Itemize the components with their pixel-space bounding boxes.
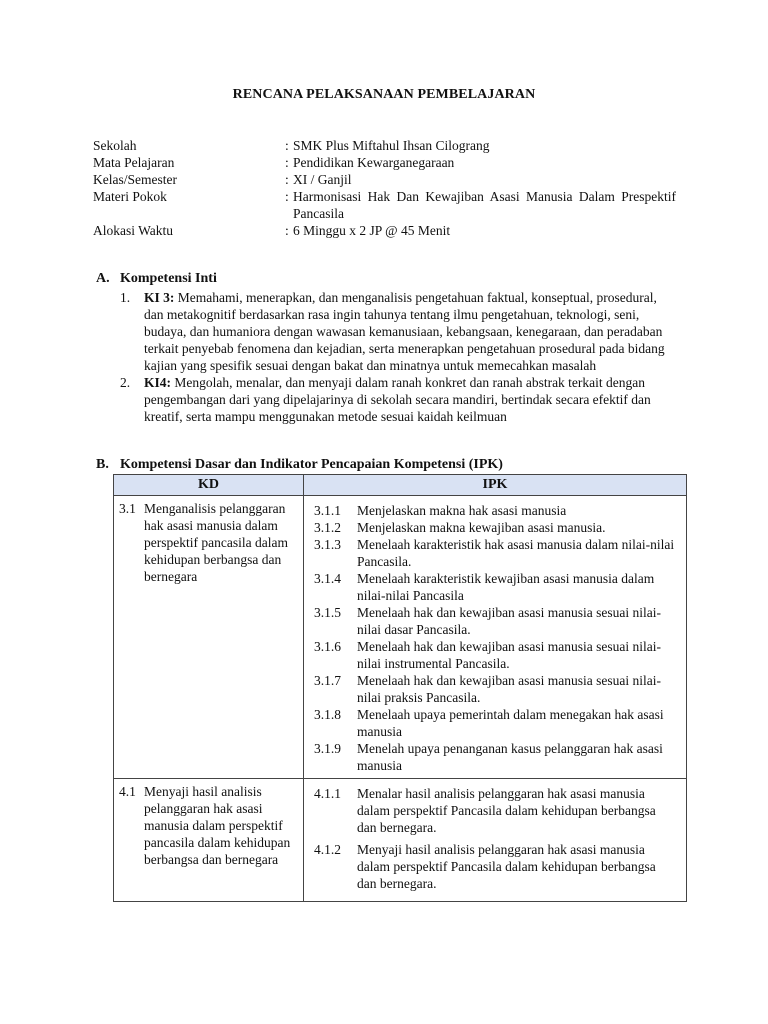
- ipk-text: Menalar hasil analisis pelanggaran hak asasi manusia dalam perspektif Pancasila dalam kehidupan berbangsa dan bernegara.: [357, 786, 656, 835]
- ipk-code: 4.1.1: [314, 786, 341, 801]
- ipk-item: [314, 570, 676, 604]
- ipk-item: [314, 519, 676, 536]
- info-row-kelas-semester: [93, 171, 693, 188]
- ipk-cell: [304, 496, 687, 779]
- ipk-text: Menelaah upaya pemerintah dalam menegakan hak asasi manusia: [357, 707, 664, 739]
- section-letter: A.: [96, 271, 110, 286]
- info-value: 6 Minggu x 2 JP @ 45 Menit: [293, 223, 451, 238]
- ipk-text: Menelaah karakteristik kewajiban asasi manusia dalam nilai-nilai Pancasila: [357, 571, 655, 603]
- kd-code: 3.1: [119, 501, 136, 516]
- ipk-item: [314, 785, 676, 836]
- ipk-code: 3.1.9: [314, 741, 341, 756]
- kd-entry: [119, 783, 299, 868]
- info-colon: :: [285, 172, 289, 187]
- ipk-item: [314, 841, 676, 892]
- ipk-code: 3.1.2: [314, 520, 341, 535]
- ipk-item: [314, 536, 676, 570]
- ki-list: [120, 289, 675, 425]
- info-colon: :: [285, 223, 289, 238]
- document-title: RENCANA PELAKSANAAN PEMBELAJARAN: [232, 87, 536, 102]
- table-row: [114, 779, 687, 902]
- section-letter: B.: [96, 457, 109, 472]
- info-colon: :: [285, 189, 289, 204]
- info-colon: :: [285, 155, 289, 170]
- ipk-text: Menyaji hasil analisis pelanggaran hak asasi manusia dalam perspektif Pancasila dalam kehidupan berbangsa dan bernegara.: [357, 842, 656, 891]
- info-value: XI / Ganjil: [293, 172, 352, 187]
- ipk-text: Menelaah karakteristik hak asasi manusia dalam nilai-nilai Pancasila.: [357, 537, 675, 569]
- info-colon: :: [285, 138, 289, 153]
- section-a-heading: [96, 271, 217, 287]
- list-item: [120, 289, 675, 374]
- list-number: 1.: [120, 290, 131, 305]
- ipk-code: 3.1.1: [314, 503, 341, 518]
- ipk-item: [314, 638, 676, 672]
- column-header-kd: KD: [114, 475, 304, 496]
- ipk-code: 3.1.3: [314, 537, 341, 552]
- ipk-code: 3.1.7: [314, 673, 341, 688]
- kd-entry: [119, 500, 299, 585]
- info-label: Sekolah: [93, 138, 137, 153]
- ipk-item: [314, 740, 676, 774]
- info-label: Mata Pelajaran: [93, 155, 175, 170]
- ki-text: Memahami, menerapkan, dan menganalisis pengetahuan faktual, konseptual, prosedural, dan metakognitif berdasarkan rasa ingin tahunya tentang ilmu pengetahuan, teknologi, seni, budaya, dan humaniora dengan wawasan kemanusiaan, kebangsaan, kenegaraan, dan peradaban terkait penyebab fenomena dan kejadian, serta menerapkan pengetahuan prosedural pada bidang kajian yang spesifik sesuai dengan bakat dan minatnya untuk memecahkan masalah: [144, 290, 665, 373]
- section-b-heading: [96, 457, 503, 473]
- ipk-cell: [304, 779, 687, 902]
- ipk-code: 3.1.4: [314, 571, 341, 586]
- kd-text: Menganalisis pelanggaran hak asasi manusia dalam perspektif pancasila dalam kehidupan berbangsa dan bernegara: [144, 501, 288, 584]
- ipk-item: [314, 502, 676, 519]
- ki-text: Mengolah, menalar, dan menyaji dalam ranah konkret dan ranah abstrak terkait dengan pengembangan dari yang dipelajarinya di sekolah secara mandiri, bertindak secara efektif dan kreatif, serta mampu menggunakan metode sesuai kaidah keilmuan: [144, 375, 651, 424]
- ipk-item: [314, 604, 676, 638]
- ipk-item: [314, 672, 676, 706]
- info-row-alokasi-waktu: [93, 222, 693, 239]
- kd-cell: [114, 779, 304, 902]
- info-row-mata-pelajaran: [93, 154, 693, 171]
- ipk-code: 3.1.6: [314, 639, 341, 654]
- info-value: SMK Plus Miftahul Ihsan Cilograng: [293, 138, 490, 153]
- info-label: Materi Pokok: [93, 189, 167, 204]
- ipk-code: 3.1.8: [314, 707, 341, 722]
- table-row: [114, 496, 687, 779]
- info-row-materi-pokok: [93, 188, 693, 222]
- ipk-text: Menelaah hak dan kewajiban asasi manusia sesuai nilai-nilai instrumental Pancasila.: [357, 639, 662, 671]
- info-label: Kelas/Semester: [93, 172, 177, 187]
- section-title: Kompetensi Inti: [120, 271, 217, 286]
- info-row-sekolah: [93, 137, 693, 154]
- info-value: Harmonisasi Hak Dan Kewajiban Asasi Manusia Dalam Prespektif Pancasila: [293, 189, 676, 221]
- list-item: [120, 374, 675, 425]
- kd-code: 4.1: [119, 784, 136, 799]
- ipk-text: Menelah upaya penanganan kasus pelanggaran hak asasi manusia: [357, 741, 663, 773]
- info-block: [93, 137, 693, 239]
- info-value: Pendidikan Kewarganegaraan: [293, 155, 455, 170]
- ipk-code: 3.1.5: [314, 605, 341, 620]
- list-number: 2.: [120, 375, 131, 390]
- section-title: Kompetensi Dasar dan Indikator Pencapaian Kompetensi (IPK): [120, 457, 503, 472]
- ki-lead: KI 3:: [144, 290, 175, 305]
- table-header-row: [114, 475, 687, 496]
- kd-ipk-table: [113, 474, 687, 902]
- ipk-item: [314, 706, 676, 740]
- kd-cell: [114, 496, 304, 779]
- ipk-text: Menelaah hak dan kewajiban asasi manusia sesuai nilai-nilai praksis Pancasila.: [357, 673, 662, 705]
- ipk-text: Menjelaskan makna hak asasi manusia: [357, 503, 567, 518]
- ipk-text: Menelaah hak dan kewajiban asasi manusia sesuai nilai-nilai dasar Pancasila.: [357, 605, 662, 637]
- ipk-text: Menjelaskan makna kewajiban asasi manusia.: [357, 520, 606, 535]
- column-header-ipk: IPK: [304, 475, 687, 496]
- ipk-code: 4.1.2: [314, 842, 341, 857]
- kd-text: Menyaji hasil analisis pelanggaran hak asasi manusia dalam perspektif pancasila dalam kehidupan berbangsa dan bernegara: [144, 784, 291, 867]
- info-label: Alokasi Waktu: [93, 223, 174, 238]
- ki-lead: KI4:: [144, 375, 171, 390]
